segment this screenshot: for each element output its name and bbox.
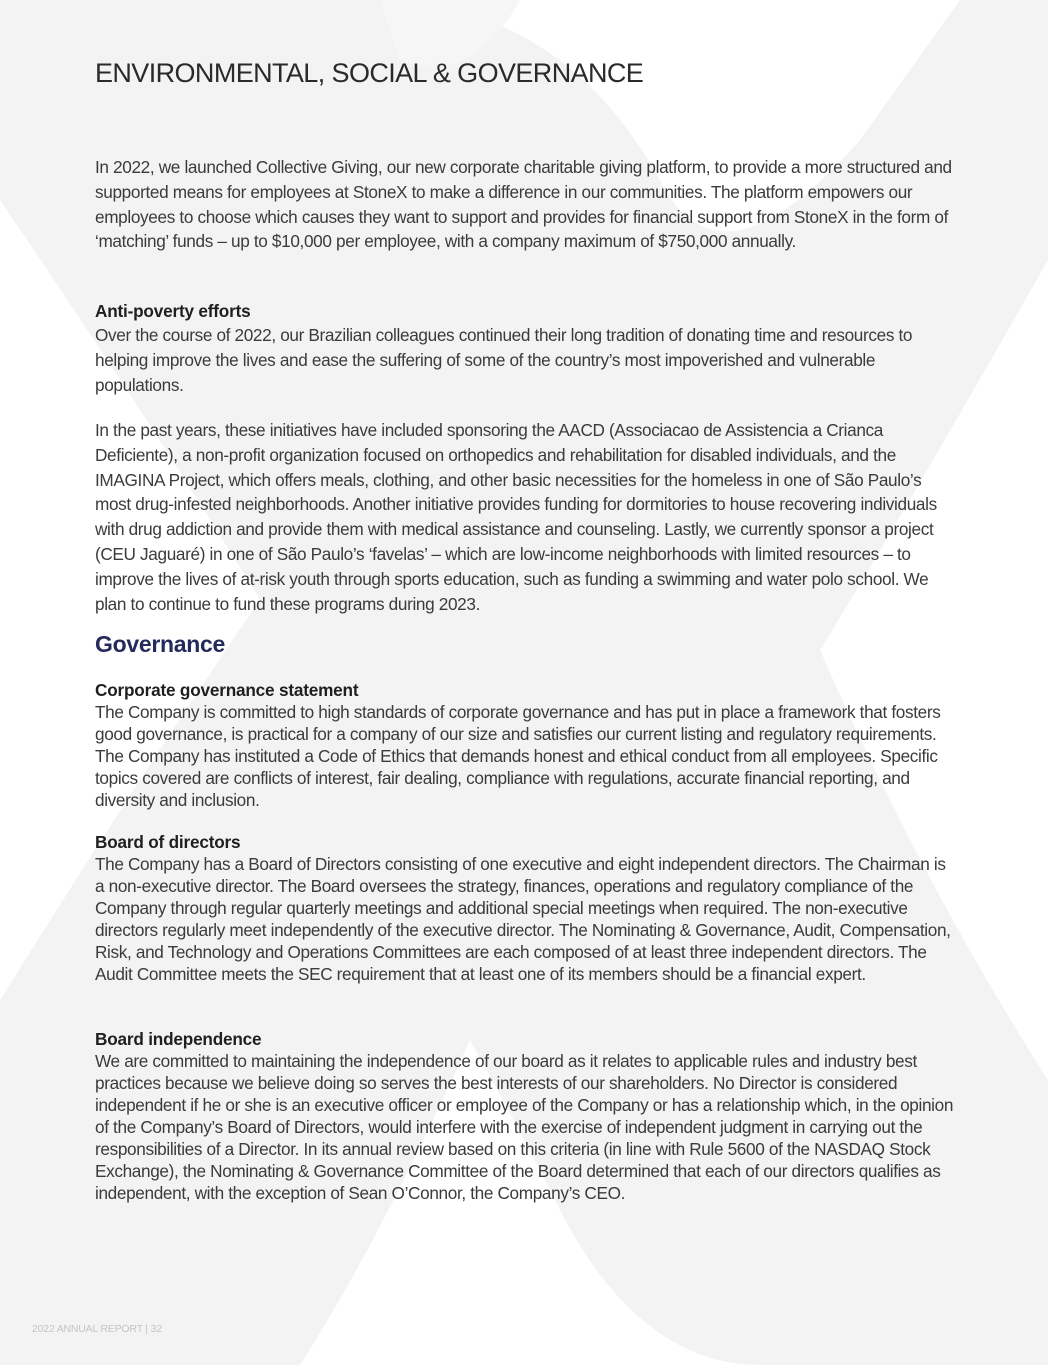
- board-independence: [95, 1028, 957, 1204]
- corporate-governance-heading: Corporate governance statement: [95, 680, 359, 700]
- board-of-directors-heading: Board of directors: [95, 832, 241, 852]
- board-independence-paragraph: We are committed to maintaining the independence of our board as it relates to applicable rules and industry best practices because we believe doing so serves the best interests of our shareholders. No Director is considered independent if he or she is an executive officer or employee of the Company or has a relationship which, in the opinion of the Company’s Board of Directors, would interfere with the exercise of independent judgment in carrying out the responsibilities of a Director. In its annual review based on this criteria (in line with Rule 5600 of the NASDAQ Stock Exchange), the Nominating & Governance Committee of the Board determined that each of our directors qualifies as independent, with the exception of Sean O’Connor, the Company’s CEO.: [95, 1051, 954, 1203]
- board-of-directors: [95, 831, 957, 985]
- initiatives-section: [95, 418, 957, 616]
- anti-poverty-paragraph-2: In the past years, these initiatives have included sponsoring the AACD (Associacao de Assistencia a Crianca Deficiente), a non-profit organization focused on orthopedics and rehabilitation for disabled individuals, and the IMAGINA Project, which offers meals, clothing, and other basic necessities for the homeless in one of São Paulo’s most drug-infested neighborhoods. Another initiative provides funding for dormitories to house recovering individuals with drug addiction and provide them with medical assistance and counseling. Lastly, we currently sponsor a project (CEU Jaguaré) in one of São Paulo’s ‘favelas’ – which are low-income neighborhoods with limited resources – to improve the lives of at-risk youth through sports education, such as funding a swimming and water polo school. We plan to continue to fund these programs during 2023.: [95, 420, 937, 614]
- anti-poverty-section: [95, 300, 957, 397]
- page-title: ENVIRONMENTAL, SOCIAL & GOVERNANCE: [95, 58, 644, 88]
- collective-giving-section: [95, 155, 957, 254]
- anti-poverty-paragraph-1: Over the course of 2022, our Brazilian colleagues continued their long tradition of donating time and resources to helping improve the lives and ease the suffering of some of the country’s most impoverished and vulnerable populations.: [95, 325, 913, 395]
- page-footer: 2022 ANNUAL REPORT | 32: [32, 1323, 162, 1335]
- corporate-governance-paragraph: The Company is committed to high standards of corporate governance and has put in place a framework that fosters good governance, is practical for a company of our size and satisfies our current listing and regulatory requirements. The Company has instituted a Code of Ethics that demands honest and ethical conduct from all employees. Specific topics covered are conflicts of interest, fair dealing, compliance with regulations, accurate financial reporting, and diversity and inclusion.: [95, 702, 941, 810]
- anti-poverty-heading: Anti-poverty efforts: [95, 301, 251, 321]
- board-of-directors-paragraph: The Company has a Board of Directors consisting of one executive and eight independent directors. The Chairman is a non-executive director. The Board oversees the strategy, finances, operations and regulatory compliance of the Company through regular quarterly meetings and additional special meetings when required. The non-executive directors regularly meet independently of the executive director. The Nominating & Governance, Audit, Compensation, Risk, and Technology and Operations Committees are each composed of at least three independent directors. The Audit Committee meets the SEC requirement that at least one of its members should be a financial expert.: [95, 854, 951, 984]
- board-independence-heading: Board independence: [95, 1029, 262, 1049]
- collective-giving-paragraph: In 2022, we launched Collective Giving, our new corporate charitable giving platform, to provide a more structured and supported means for employees at StoneX to make a difference in our communities. The platform empowers our employees to choose which causes they want to support and provides for financial support from StoneX in the form of ‘matching’ funds – up to $10,000 per employee, with a company maximum of $750,000 annually.: [95, 157, 952, 252]
- governance-heading: Governance: [95, 631, 225, 657]
- corporate-governance-statement: [95, 679, 957, 811]
- governance-section: [95, 631, 957, 658]
